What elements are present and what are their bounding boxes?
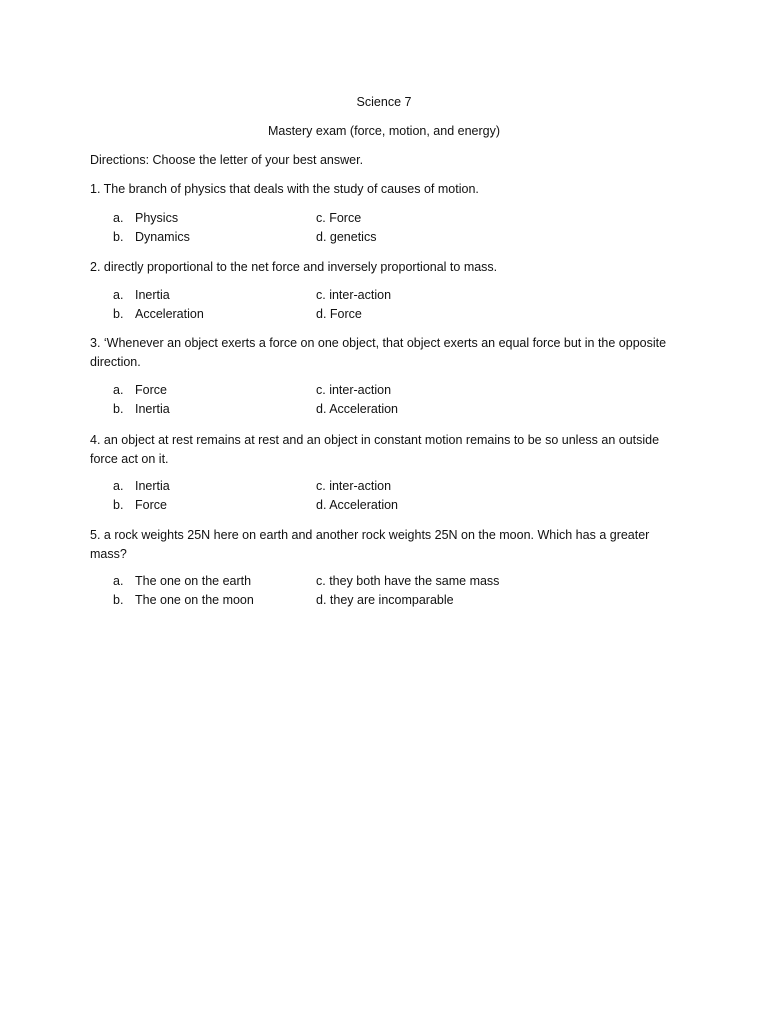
option-2d: d. Force bbox=[316, 307, 362, 321]
option-text: Acceleration bbox=[135, 307, 204, 321]
question-2: 2. directly proportional to the net force and inversely proportional to mass. bbox=[90, 260, 498, 274]
option-text: Inertia bbox=[135, 288, 170, 302]
option-1a bbox=[113, 210, 178, 226]
option-letter: a. bbox=[113, 574, 124, 588]
exam-subtitle: Mastery exam (force, motion, and energy) bbox=[267, 124, 501, 138]
question-4: 4. an object at rest remains at rest and an object in constant motion remains to be so unless an outside force act on it. bbox=[90, 433, 660, 466]
option-text: Inertia bbox=[135, 479, 170, 493]
option-text: Dynamics bbox=[135, 230, 190, 244]
option-1d: d. genetics bbox=[316, 230, 377, 244]
option-letter: a. bbox=[113, 383, 124, 397]
option-1b bbox=[113, 229, 190, 245]
option-3d: d. Acceleration bbox=[316, 402, 398, 416]
option-2c: c. inter-action bbox=[316, 288, 392, 302]
option-letter: a. bbox=[113, 288, 124, 302]
option-4d: d. Acceleration bbox=[316, 498, 398, 512]
option-letter: b. bbox=[113, 593, 124, 607]
option-letter: b. bbox=[113, 230, 124, 244]
option-text: Inertia bbox=[135, 402, 170, 416]
question-5: 5. a rock weights 25N here on earth and another rock weights 25N on the moon. Which has a greater mass? bbox=[90, 528, 650, 561]
option-4b bbox=[113, 497, 167, 513]
option-1c: c. Force bbox=[316, 211, 362, 225]
option-5a bbox=[113, 573, 251, 589]
option-2b bbox=[113, 306, 204, 322]
option-text: The one on the moon bbox=[135, 593, 254, 607]
option-text: Force bbox=[135, 383, 167, 397]
option-text: Physics bbox=[135, 211, 179, 225]
option-text: Force bbox=[135, 498, 167, 512]
option-letter: b. bbox=[113, 402, 124, 416]
question-1: 1. The branch of physics that deals with the study of causes of motion. bbox=[90, 182, 479, 196]
option-5d: d. they are incomparable bbox=[316, 593, 454, 607]
option-text: The one on the earth bbox=[135, 574, 252, 588]
option-4c: c. inter-action bbox=[316, 479, 392, 493]
option-3a bbox=[113, 382, 167, 398]
option-letter: a. bbox=[113, 211, 124, 225]
question-3: 3. ‘Whenever an object exerts a force on one object, that object exerts an equal force but in the opposite direction. bbox=[90, 336, 667, 369]
directions: Directions: Choose the letter of your best answer. bbox=[90, 153, 364, 167]
option-3c: c. inter-action bbox=[316, 383, 392, 397]
option-letter: b. bbox=[113, 307, 124, 321]
option-4a bbox=[113, 478, 170, 494]
option-3b bbox=[113, 401, 170, 417]
option-5c: c. they both have the same mass bbox=[316, 574, 500, 588]
option-letter: b. bbox=[113, 498, 124, 512]
page-title: Science 7 bbox=[356, 95, 412, 109]
option-2a bbox=[113, 287, 170, 303]
option-5b bbox=[113, 592, 254, 608]
option-letter: a. bbox=[113, 479, 124, 493]
